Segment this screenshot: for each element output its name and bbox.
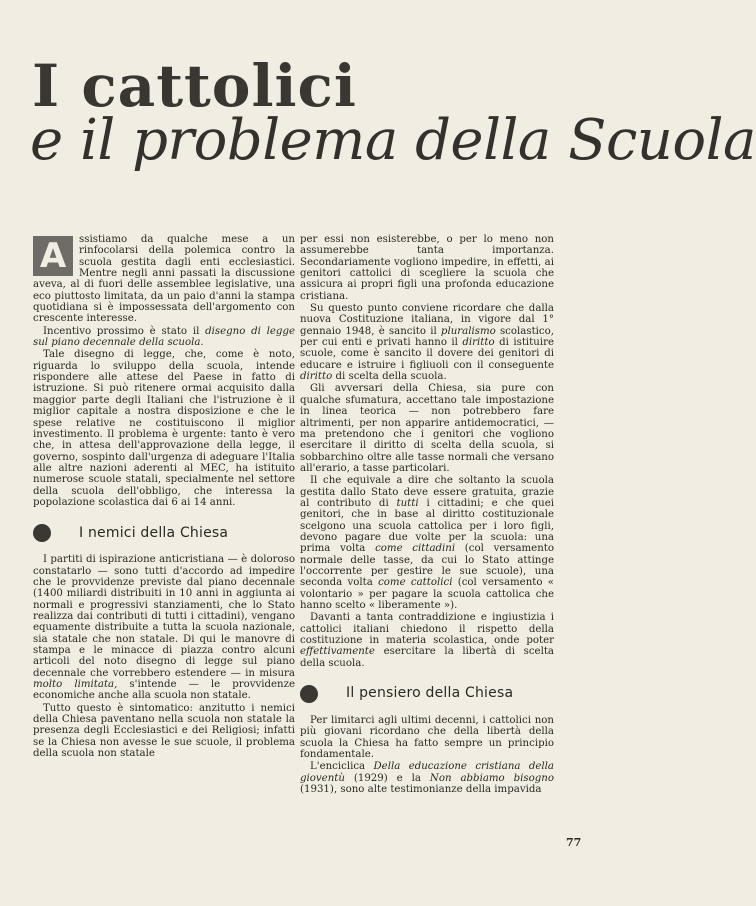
- paragraph-text: s'intende — le provvidenze economiche anche alla scuola non statale.: [33, 679, 295, 702]
- section-heading: [300, 685, 554, 703]
- paragraph-text: Tutto questo è sintomatico: anzitutto i nemici della Chiesa paventano nella scuola non statale la presenza degli Ecclesiastici e dei Religiosi; infatti se la Chiesa non avesse le sue scuole, il problema della scuola non statale: [33, 702, 295, 760]
- section-heading-text: Il pensiero della Chiesa: [346, 685, 514, 702]
- paragraph-text: per essi non esisterebbe, o per lo meno non assumerebbe tanta importanza. Secondariamente vogliono impedire, in effetti, ai genitori cattolici di scegliere la scuola che assicura ai propri figli una profonda educazione cristiana.: [300, 234, 554, 302]
- emphasis-text: tutti: [396, 497, 419, 509]
- paragraph: [33, 703, 295, 760]
- paragraph-text: Per limitarci agli ultimi decenni, i cattolici non più giovani ricordano che della libertà della scuola la Chiesa ha fatto sempre un principio fondamentale.: [300, 715, 554, 761]
- paragraph-text: Gli avversari della Chiesa, sia pure con qualche sfumatura, accettano tale impostazione in linea teorica — non potrebbero fare altrimenti, per non apparire antidemocratici, — ma pretendono che i genitori che vogliono esercitare il diritto di scelta della scuola, si sobbarchino oltre alle tasse normali che versano all'erario, a tasse particolari.: [300, 383, 554, 474]
- paragraph: [300, 303, 554, 382]
- page-number: 77: [566, 836, 582, 849]
- emphasis-text: effettivamente: [300, 646, 375, 658]
- emphasis-text: pluralismo: [440, 325, 496, 337]
- section-heading: [33, 524, 295, 542]
- drop-cap: A: [33, 236, 73, 276]
- paragraph-text: I partiti di ispirazione anticristiana — è doloroso constatarlo — sono tutti d'accordo ad impedire che le provvidenze previste dal piano decennale (1400 miliardi distribuiti in 10 anni in aggiunta ai normali e progressivi stanziamenti, che lo Stato realizza dai contributi di tutti i cittadini), vengano equamente distribuite a tutta la scuola nazionale, sia statale che non statale. Di qui le manovre di stampa e le minacce di piazza contro alcuni articoli del noto disegno di legge sul piano decennale che vorrebbero estendere — in misura: [33, 554, 295, 679]
- paragraph-text: (col versamento normale delle tasse, da cui lo Stato attinge l'occorrente per gestire le sue scuole), una seconda volta: [300, 543, 555, 589]
- bullet-dot-icon: [33, 524, 51, 542]
- paragraph-text: Il che equivale a dire che soltanto la scuola gestita dallo Stato deve essere gratuita, grazie al contributo di: [300, 475, 554, 509]
- right-column: [300, 234, 554, 796]
- section-heading-text: I nemici della Chiesa: [79, 524, 229, 541]
- paragraph-text: (1929) e la: [344, 772, 430, 784]
- emphasis-text: disegno di legge sul piano decennale della scuola.: [33, 325, 295, 349]
- paragraph: [300, 715, 554, 760]
- bullet-dot-icon: [300, 685, 318, 703]
- emphasis-text: diritto: [300, 371, 333, 383]
- paragraph-text: di istituire scuole, come è sancito il dovere dei genitori di educare e istruire i figliuoli con il conseguente: [300, 337, 554, 371]
- emphasis-text: Non abbiamo bisogno: [429, 772, 554, 784]
- paragraph: [300, 234, 554, 302]
- emphasis-text: come cattolici: [378, 577, 453, 589]
- paragraph-text: Su questo punto conviene ricordare che dalla nuova Costituzione italiana, in vigore dal 1° gennaio 1948, è sancito il: [300, 303, 554, 337]
- paragraph-text: Tale disegno di legge, che, come è noto, riguarda lo sviluppo della scuola, intende rispondere alle attese del Paese in fatto di istruzione. Si può ritenere ormai acquisito dalla maggior parte degli Italiani che l'istruzione è il miglior capitale a nostra disposizione e che le spese relative ne costituiscono il miglior investimento. Il problema è urgente: tanto è vero che, in attesa dell'approvazione della legge, il governo, sospinto dall'urgenza di adeguare l'Italia alle altre nazioni aderenti al MEC, ha istituito numerose scuole statali, specialmente nel settore della scuola dell'obbligo, che interessa la popolazione scolastica dai 6 ai 14 anni.: [33, 349, 295, 508]
- paragraph-text: scolastico, per cui enti e privati hanno il: [300, 325, 555, 349]
- paragraph: [33, 554, 295, 701]
- article-title-line2: e il problema della Scuola: [30, 108, 756, 173]
- left-column: [33, 234, 295, 760]
- paragraph-text: di scelta della scuola.: [332, 371, 447, 383]
- paragraph-text: (1931), sono alte testimonianze della impavida: [300, 784, 542, 796]
- paragraph: [300, 475, 554, 611]
- emphasis-text: come cittadini: [375, 543, 456, 555]
- article-title-line1: I cattolici: [32, 52, 357, 120]
- paragraph-text: Davanti a tanta contraddizione e ingiustizia i cattolici italiani chiedono il rispetto della costituzione in materia scolastica, onde poter: [300, 612, 554, 647]
- paragraph-text: L'enciclica: [310, 761, 374, 773]
- paragraph-text: i cittadini; e che quei genitori, che in base al diritto costituzionale scelgono una scuola cattolica per i loro figli, devono pagare due volte per la scuola: una prima volta: [300, 497, 554, 555]
- emphasis-text: diritto: [462, 337, 495, 349]
- emphasis-text: molto limitata,: [33, 679, 118, 691]
- paragraph-text: ssistiamo da qualche mese a un rinfocolarsi della polemica contro la scuola gestita dagli enti ecclesiastici. Mentre negli anni passati la discussione aveva, al di fuori delle assemblee legislative, una eco piuttosto limitata, da un paio d'anni la stampa quotidiana si è impossessata dell'argomento con crescente interesse.: [33, 234, 295, 325]
- paragraph: [33, 234, 295, 325]
- emphasis-text: Della educazione cristiana della gioventù: [300, 761, 554, 784]
- paragraph: [33, 349, 295, 508]
- paragraph-text: (col versamento « volontario » per pagare la scuola cattolica che hanno scelto « liberamente »).: [300, 577, 554, 611]
- paragraph: [300, 612, 554, 669]
- paragraph: [33, 326, 295, 349]
- paragraph-text: esercitare la libertà di scelta della scuola.: [300, 646, 554, 669]
- paragraph: [300, 761, 554, 795]
- paragraph: [300, 383, 554, 474]
- paragraph-text: Incentivo prossimo è stato il: [43, 325, 206, 337]
